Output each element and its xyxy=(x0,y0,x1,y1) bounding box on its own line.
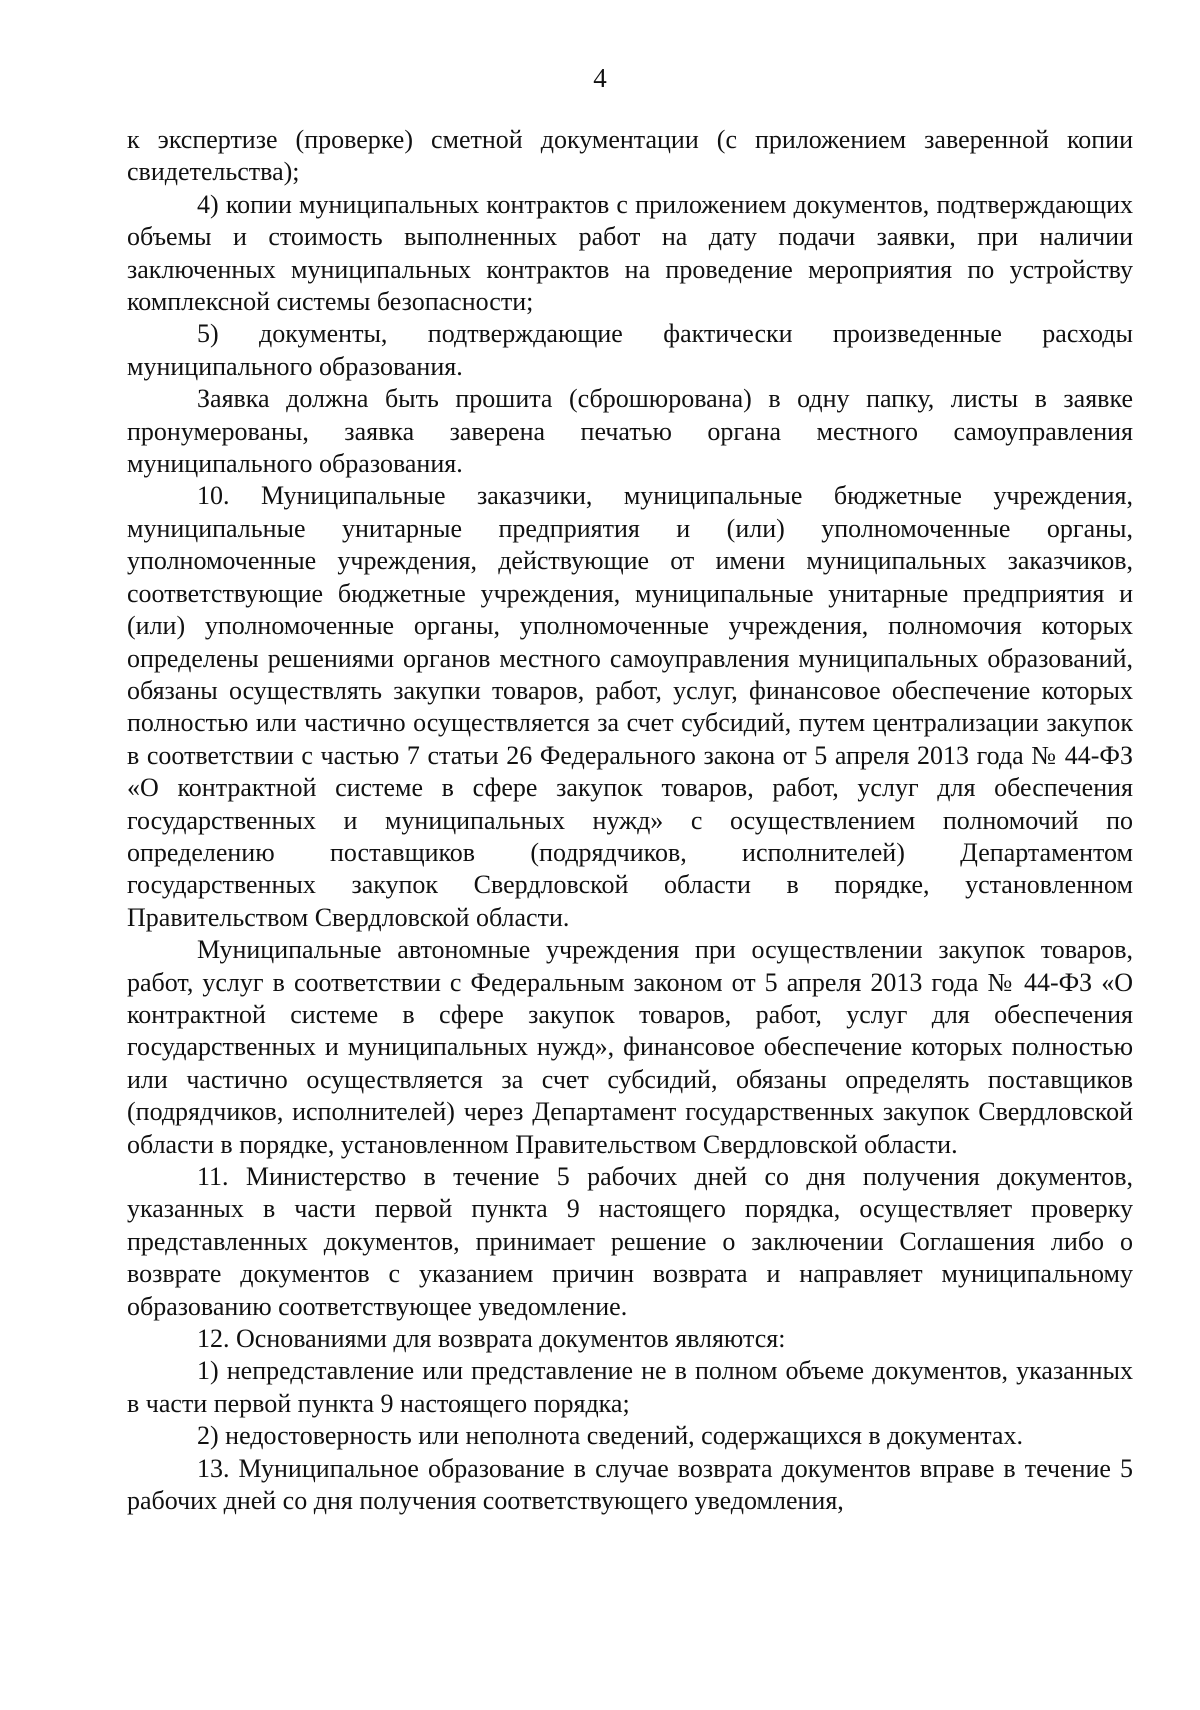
clause-13: 13. Муниципальное образование в случае возврата документов вправе в течение 5 рабочих дней со дня получения соответствующего уведомления, xyxy=(127,1453,1133,1516)
clause-12-item-2: 2) недостоверность или неполнота сведений, содержащихся в документах. xyxy=(197,1421,1023,1451)
clause-11: 11. Министерство в течение 5 рабочих дней со дня получения документов, указанных в части первой пункта 9 настоящего порядка, осуществляет проверку представленных документов, принимает решение о заключении Соглашения либо о возврате документов с указанием причин возврата и направляет муниципальному образованию соответствующее уведомление. xyxy=(127,1162,1133,1321)
clause-10: 10. Муниципальные заказчики, муниципальные бюджетные учреждения, муниципальные унитарные предприятия и (или) уполномоченные органы, уполномоченные учреждения, действующие от имени муниципальных заказчиков, соответствующие бюджетные учреждения, муниципальные унитарные предприятия и (или) уполномоченные органы, уполномоченные учреждения, полномочия которых определены решениями органов местного самоуправления муниципальных образований, обязаны осуществлять закупки товаров, работ, услуг, финансовое обеспечение которых полностью или частично осуществляется за счет субсидий, путем централизации закупок в соответствии с частью 7 статьи 26 Федерального закона от 5 апреля 2013 года № 44-ФЗ «О контрактной системе в сфере закупок товаров, работ, услуг для обеспечения государственных и муниципальных нужд» с осуществлением полномочий по определению поставщиков (подрядчиков, исполнителей) Департаментом государственных закупок Свердловской области в порядке, установленном Правительством Свердловской области. xyxy=(127,481,1133,932)
paragraph-application-binding: Заявка должна быть прошита (сброшюрована) в одну папку, листы в заявке пронумерованы, заявка заверена печатью органа местного самоуправления муниципального образования. xyxy=(127,384,1133,479)
clause-12-item-1: 1) непредставление или представление не в полном объеме документов, указанных в части первой пункта 9 настоящего порядка; xyxy=(127,1356,1133,1418)
page-number: 4 xyxy=(593,63,607,93)
document-body xyxy=(127,124,1133,1517)
list-item-4: 4) копии муниципальных контрактов с приложением документов, подтверждающих объемы и стоимость выполненных работ на дату подачи заявки, при наличии заключенных муниципальных контрактов на проведение мероприятия по устройству комплексной системы безопасности; xyxy=(127,189,1133,317)
clause-12: 12. Основаниями для возврата документов являются: xyxy=(197,1324,786,1354)
list-item-5: 5) документы, подтверждающие фактически произведенные расходы муниципального образования. xyxy=(127,319,1133,381)
paragraph-continuation: к экспертизе (проверке) сметной документации (с приложением заверенной копии свидетельства); xyxy=(127,125,1133,187)
paragraph-autonomous-institutions: Муниципальные автономные учреждения при осуществлении закупок товаров, работ, услуг в соответствии с Федеральным законом от 5 апреля 2013 года № 44-ФЗ «О контрактной системе в сфере закупок товаров, работ, услуг для обеспечения государственных и муниципальных нужд», финансовое обеспечение которых полностью или частично осуществляется за счет субсидий, обязаны определять поставщиков (подрядчиков, исполнителей) через Департамент государственных закупок Свердловской области в порядке, установленном Правительством Свердловской области. xyxy=(127,935,1133,1159)
